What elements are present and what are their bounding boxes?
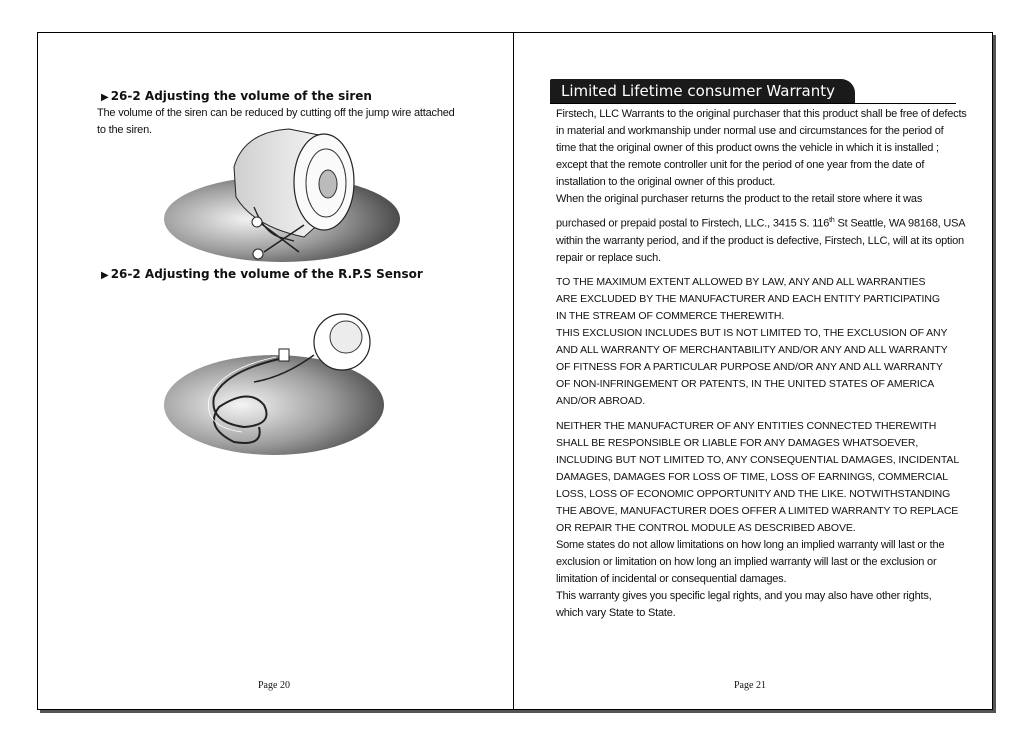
triangle-bullet-icon: ▶ [101, 92, 109, 103]
warranty-intro: Firstech, LLC Warrants to the original purchaser that this product shall be free of defects in material and workmanship under normal use and circumstances for the period of time that the original owner of this product owns the vehicle in which it is installed ; except that the remote controller unit for the period of one year from the date of installation to the original owner of this product. When the original purchaser returns the product to the retail store where it was purchased or prepaid postal to Firstech, LLC., 3415 S. 116th St Seattle, WA 98168, USA within the warranty period, and if the product is defective, Firstech, LLC, will at its option repair or replace such. [556, 106, 986, 267]
banner-underline [550, 103, 956, 104]
address-line: purchased or prepaid postal to Firstech, LLC., 3415 S. 116th St Seattle, WA 98168, USA [556, 217, 966, 230]
warranty-rights-block: Some states do not allow limitations on how long an implied warranty will last or the exclusion or limitation on how long an implied warranty will last or the exclusion or limitation of incidental or consequential damages. This warranty gives you specific legal rights, and you may also have other rights, which vary State to State. [556, 539, 945, 619]
page-number-20: Page 20 [258, 680, 290, 691]
siren-section-heading: ▶ 26-2 Adjusting the volume of the siren [101, 89, 372, 103]
page-number-21: Page 21 [734, 680, 766, 691]
right-page [514, 32, 990, 708]
rps-sensor-illustration [164, 287, 384, 462]
left-page [38, 32, 513, 708]
siren-illustration [154, 127, 414, 272]
warranty-banner: Limited Lifetime consumer Warranty [550, 79, 855, 103]
siren-section-text: The volume of the siren can be reduced by cutting off the jump wire attached to the siren. [97, 107, 455, 136]
triangle-bullet-icon: ▶ [101, 270, 109, 281]
warranty-liability-block: NEITHER THE MANUFACTURER OF ANY ENTITIES CONNECTED THEREWITH SHALL BE RESPONSIBLE OR LIABLE FOR ANY DAMAGES WHATSOEVER, INCLUDING BUT NOT LIMITED TO, ANY CONSEQUENTIAL DAMAGES, INCIDENTAL DAMAGES, DAMAGES FOR LOSS OF TIME, LOSS OF EARNINGS, COMMERCIAL LOSS, LOSS OF ECONOMIC OPPORTUNITY AND THE LIKE. NOTWITHSTANDING THE ABOVE, MANUFACTURER DOES OFFER A LIMITED WARRANTY TO REPLACE OR REPAIR THE CONTROL MODULE AS DESCRIBED ABOVE. [556, 420, 960, 534]
warranty-exclusion-block: TO THE MAXIMUM EXTENT ALLOWED BY LAW, ANY AND ALL WARRANTIES ARE EXCLUDED BY THE MANUFACTURER AND EACH ENTITY PARTICIPATING IN THE STREAM OF COMMERCE THEREWITH. THIS EXCLUSION INCLUDES BUT IS NOT LIMITED TO, THE EXCLUSION OF ANY AND ALL WARRANTY OF MERCHANTABILITY AND/OR ANY AND ALL WARRANTY OF FITNESS FOR A PARTICULAR PURPOSE AND/OR ANY AND ALL WARRANTY OF NON-INFRINGEMENT OR PATENTS, IN THE UNITED STATES OF AMERICA AND/OR ABROAD. [556, 276, 948, 407]
rps-section-heading: ▶ 26-2 Adjusting the volume of the R.P.S Sensor [101, 267, 423, 281]
